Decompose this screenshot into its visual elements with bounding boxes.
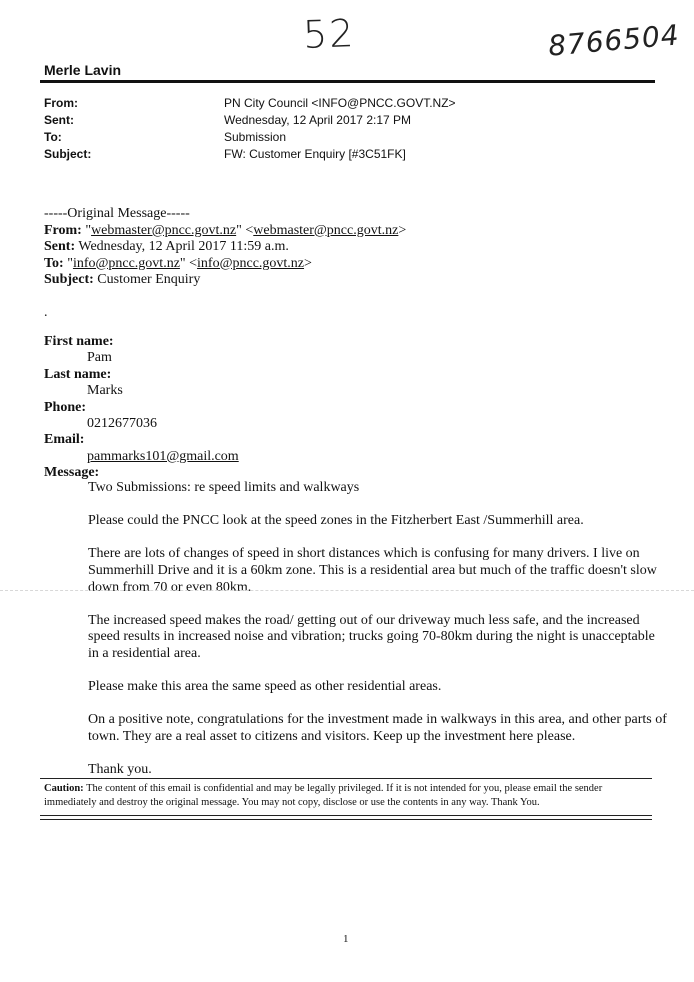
- header-from-label: From:: [44, 96, 78, 110]
- caution-text: The content of this email is confidential and may be legally privileged. If it is not intended for you, please email the sender immediately and destroy the original message. You may not copy, disclose or use the contents in any way. Thank You.: [44, 783, 603, 808]
- original-sent-value: Wednesday, 12 April 2017 11:59 a.m.: [75, 239, 289, 255]
- original-subject-label: Subject:: [44, 272, 94, 288]
- original-sent-label: Sent:: [44, 239, 76, 255]
- original-to-quote-close: >: [304, 255, 312, 271]
- original-to-quote-open: ": [63, 255, 73, 271]
- enquiry-form-fields: [44, 334, 239, 482]
- scan-artifact-line: [0, 590, 694, 591]
- original-from-label: From:: [44, 222, 82, 238]
- message-paragraph: Please could the PNCC look at the speed zones in the Fitzherbert East /Summerhill area.: [88, 513, 584, 529]
- handwritten-reference-number: 8766504: [546, 18, 681, 63]
- original-message-heading: -----Original Message-----: [44, 206, 190, 221]
- page-number: 1: [343, 933, 349, 945]
- email-label: Email:: [44, 432, 85, 448]
- original-to-label: To:: [44, 255, 64, 271]
- header-sent-row: [44, 113, 456, 130]
- header-to-value: Submission: [224, 130, 287, 144]
- last-name-value: Marks: [87, 383, 123, 399]
- original-from-line: [44, 223, 406, 240]
- original-to-line: [44, 256, 406, 273]
- header-subject-label: Subject:: [44, 147, 92, 161]
- message-label: Message:: [44, 465, 100, 481]
- header-sent-label: Sent:: [44, 113, 74, 127]
- phone-value: 0212677036: [87, 416, 157, 432]
- original-subject-line: [44, 272, 406, 289]
- original-from-link-1[interactable]: webmaster@pncc.govt.nz: [91, 222, 237, 238]
- sender-name: Merle Lavin: [44, 62, 122, 78]
- original-from-quote-close: >: [398, 222, 407, 238]
- last-name-label: Last name:: [44, 366, 112, 382]
- header-from-value: PN City Council <INFO@PNCC.GOVT.NZ>: [224, 96, 456, 110]
- message-body: [88, 480, 668, 795]
- first-name-value: Pam: [87, 350, 112, 366]
- message-paragraph: Two Submissions: re speed limits and walkways: [88, 480, 360, 495]
- caution-notice: [44, 782, 652, 809]
- header-to-label: To:: [44, 130, 62, 144]
- caution-divider-bottom-2: [40, 819, 652, 820]
- header-sent-value: Wednesday, 12 April 2017 2:17 PM: [224, 113, 412, 127]
- phone-label: Phone:: [44, 399, 86, 415]
- original-message-block: [44, 206, 406, 289]
- original-to-link-1[interactable]: info@pncc.govt.nz: [72, 255, 180, 271]
- header-from-row: [44, 96, 456, 113]
- original-to-link-2[interactable]: info@pncc.govt.nz: [197, 255, 305, 271]
- caution-divider-top: [40, 778, 652, 779]
- stray-mark: .: [44, 305, 48, 320]
- original-from-link-2[interactable]: webmaster@pncc.govt.nz: [253, 222, 399, 238]
- caution-label: Caution:: [44, 783, 84, 794]
- first-name-label: First name:: [44, 334, 114, 349]
- original-subject-value: Customer Enquiry: [93, 272, 201, 288]
- original-from-quote-mid: " <: [236, 222, 254, 238]
- message-paragraph: On a positive note, congratulations for the investment made in walkways in this area, and other parts of town. They are a real asset to citizens and visitors. Keep up the investment here please.: [88, 712, 667, 744]
- header-to-row: [44, 130, 456, 147]
- email-header: [44, 96, 456, 164]
- message-paragraph: There are lots of changes of speed in short distances which is confusing for many drivers. I live on Summerhill Drive and it is a 60km zone. This is a residential area but much of the traffic doesn't slow down from 70 or even 80km.: [88, 546, 657, 595]
- header-subject-value: FW: Customer Enquiry [#3C51FK]: [224, 147, 406, 161]
- email-link[interactable]: pammarks101@gmail.com: [87, 448, 239, 464]
- original-to-quote-mid: " <: [179, 255, 198, 271]
- header-subject-row: [44, 147, 456, 164]
- message-paragraph: Thank you.: [88, 762, 152, 778]
- original-from-quote-open: ": [81, 222, 92, 238]
- header-divider: [40, 80, 655, 83]
- message-paragraph: The increased speed makes the road/ getting out of our driveway much less safe, and the increased speed results in increased noise and vibration; trucks going 70-80km during the night is unacceptable in a residential area.: [88, 612, 655, 661]
- caution-divider-bottom: [40, 815, 652, 816]
- message-paragraph: Please make this area the same speed as other residential areas.: [88, 679, 442, 695]
- original-sent-line: [44, 239, 406, 256]
- handwritten-page-number: 52: [302, 11, 357, 57]
